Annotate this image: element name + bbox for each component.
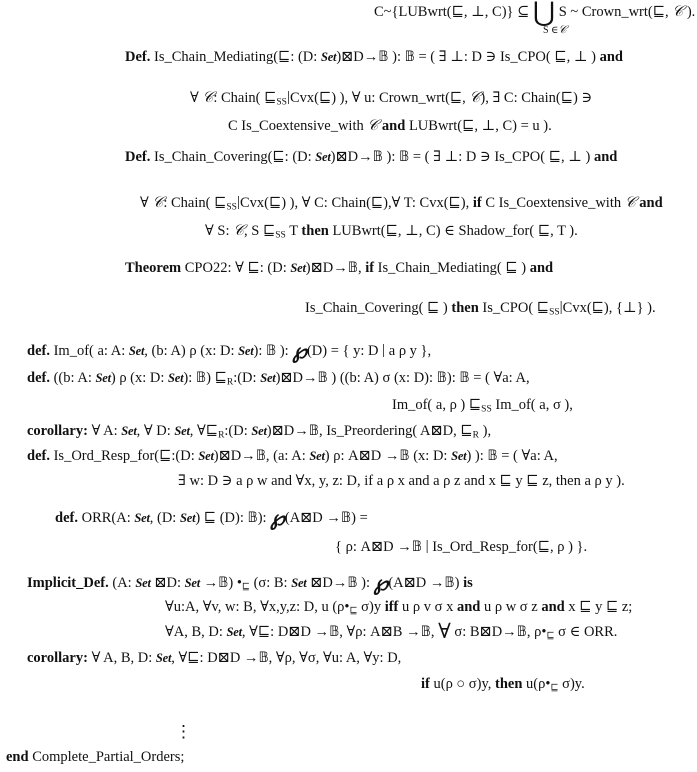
bb-b-token-20: 𝔹 xyxy=(444,575,455,591)
bb-b-token-7: 𝔹 xyxy=(195,370,207,386)
keyword-implicit-def: Implicit_Def. xyxy=(27,575,109,591)
cor2-body-a: u(ρ ○ σ)y, xyxy=(429,676,496,692)
def-im-of xyxy=(27,338,432,363)
r-subscript: R xyxy=(226,377,234,388)
bb-b-token-15: 𝔹 xyxy=(247,510,258,526)
def-covering-name: Is_Chain_Covering( xyxy=(154,149,273,165)
union-operator: ⋃ xyxy=(532,0,556,27)
impl2-a: ∀u:A, ∀v, w: B, ∀x,y,z: D, u (ρ• xyxy=(165,599,350,615)
impl-c: → xyxy=(200,575,219,591)
preorder-b: ) ρ (x: D: xyxy=(110,370,169,386)
module-end-line xyxy=(6,750,184,765)
corollary-composition-line2 xyxy=(421,677,585,694)
set-token-17: Set xyxy=(135,576,151,590)
def-is-chain-covering-line3 xyxy=(205,223,578,241)
set-token-14: Set xyxy=(451,449,467,463)
keyword-then: then xyxy=(301,223,329,239)
keyword-def: Def. xyxy=(125,49,151,65)
orr-set-open: { ρ: A⊠D → xyxy=(335,539,412,555)
cor2-body-c: σ)y. xyxy=(558,676,585,692)
theorem-sig-d: Is_Chain_Mediating( ⊑ ) xyxy=(374,260,530,276)
cor1-f: , Is_Preordering( A⊠D, ⊑ xyxy=(318,423,473,439)
bb-b-token-11: 𝔹 xyxy=(308,423,319,439)
powerset-icon-3: ℘ xyxy=(373,570,389,595)
theorem-sig-c: , xyxy=(357,260,366,276)
ordresp-a: Is_Ord_Resp_for(⊑:(D: xyxy=(53,448,199,464)
script-c-glyph-2: 𝒞 xyxy=(202,88,214,106)
implicit-def-line2 xyxy=(165,600,632,617)
set-token-3: Set xyxy=(290,261,306,275)
bb-b-token-3: 𝔹 xyxy=(372,149,383,165)
impl-d: ) • xyxy=(228,575,242,591)
def-is-chain-mediating-line2 xyxy=(190,90,592,108)
ss-subscript-4: SS xyxy=(549,307,560,318)
orr-set-close: Is_Ord_Resp_for(⊑, ρ ) }. xyxy=(428,539,588,555)
def-orr-line2 xyxy=(335,540,587,555)
orr-f: ) = xyxy=(351,510,368,526)
bb-b-token-10: 𝔹 xyxy=(459,370,470,386)
impl3-c: , ∀ρ: A⊠B → xyxy=(339,624,421,640)
chain-end: ), ∃ C: Chain(⊑) ∋ xyxy=(480,90,593,106)
impl3-b: , ∀⊑: D⊠D → xyxy=(241,624,330,640)
bb-b-token-21: 𝔹 xyxy=(329,624,340,640)
preorder-imof-a: Im_of( a, ρ ) ⊑ xyxy=(392,397,482,413)
such-that-bar-2: | xyxy=(425,538,429,554)
cor2-body-b: u(ρ• xyxy=(522,676,551,692)
keyword-if-2: if xyxy=(365,260,375,276)
bb-b-token-5: 𝔹 xyxy=(347,260,358,276)
script-c-glyph: 𝒞 xyxy=(672,2,684,20)
def-mediating-name: Is_Chain_Mediating( xyxy=(154,49,279,65)
script-c-glyph-5: 𝒞 xyxy=(152,193,164,211)
impl-e: (σ: B: xyxy=(249,575,292,591)
imof-c: ): xyxy=(253,343,266,359)
impl2-d: u ρ w σ z xyxy=(480,599,542,615)
theorem-cpo22-line2 xyxy=(305,301,656,318)
keyword-and-4: and xyxy=(639,195,663,211)
set-token-12: Set xyxy=(198,449,214,463)
ordresp-f: ) ): xyxy=(466,448,488,464)
vdots-glyph: ⋮ xyxy=(175,722,192,741)
bb-b-token-22: 𝔹 xyxy=(420,624,431,640)
imof-a: Im_of( a: A: xyxy=(53,343,129,359)
impl3-f: , ρ• xyxy=(526,624,547,640)
cor1-b: , ∀ D: xyxy=(136,423,175,439)
bb-b-token-18: 𝔹 xyxy=(218,575,229,591)
union-subscript-text: S ∈ xyxy=(543,25,559,36)
keyword-if: if xyxy=(472,195,482,211)
r-subscript-3: R xyxy=(472,430,479,441)
def-is-chain-mediating-line3 xyxy=(228,118,552,134)
set-token-19: Set xyxy=(291,576,307,590)
covering-mid: Cvx(⊑) ), ∀ C: Chain(⊑),∀ T: Cvx(⊑), xyxy=(239,195,473,211)
keyword-and-3: and xyxy=(593,149,618,165)
keyword-and-2: and xyxy=(381,118,406,134)
def-mediating-sig-d: = ( ∃ ⊥: D ∋ Is_CPO( ⊑, ⊥ ) xyxy=(414,49,600,65)
sq-subscript-4: ⊑ xyxy=(550,683,559,694)
ordresp-d: ) ρ: A⊠D → xyxy=(324,448,400,464)
covering-sub-a: , S ⊑ xyxy=(244,223,276,239)
impl2-b: σ)y xyxy=(357,599,385,615)
preorder-e: :(D: xyxy=(233,370,261,386)
def-mediating-sig-b: )⊠D→ xyxy=(336,49,379,65)
def-is-ord-resp-for-line2 xyxy=(178,474,625,489)
ordresp-e: (x: D: xyxy=(409,448,452,464)
powerset-icon-2: ℘ xyxy=(270,505,285,530)
bb-b-token-17: 𝔹 xyxy=(411,539,422,555)
imof-f: a ρ y }, xyxy=(385,343,432,359)
orr-e: (A⊠D → xyxy=(284,510,341,526)
imof-d: ): xyxy=(276,343,293,359)
restriction-bar-icon: | xyxy=(286,89,290,105)
impl-a: (A: xyxy=(112,575,136,591)
set-token-7: Set xyxy=(168,371,184,385)
ss-subscript-3: SS xyxy=(275,230,286,241)
ss-subscript-2: SS xyxy=(226,202,237,213)
bb-b-token-19: 𝔹 xyxy=(347,575,358,591)
set-token-20: Set xyxy=(226,625,242,639)
set-token-21: Set xyxy=(155,651,172,665)
impl-f: ⊠D→ xyxy=(306,575,348,591)
def-is-chain-mediating-line1 xyxy=(125,50,623,65)
impl2-e: x ⊑ y ⊑ z; xyxy=(564,599,633,615)
preorder-imof-b: Im_of( a, σ ), xyxy=(491,397,573,413)
cor2-a: ∀ A, B, D: xyxy=(91,650,156,666)
ss-subscript-5: SS xyxy=(481,404,492,415)
r-subscript-2: R xyxy=(218,430,225,441)
keyword-and-6: and xyxy=(456,599,481,615)
ordresp-b: )⊠D→ xyxy=(213,448,256,464)
keyword-then-2: then xyxy=(451,300,479,316)
set-token-2: Set xyxy=(315,150,331,164)
theorem-covering: Is_Chain_Covering( ⊑ ) xyxy=(305,300,452,316)
preorder-i: = ( ∀a: A, xyxy=(469,370,530,386)
def-is-chain-covering-line1 xyxy=(125,150,617,165)
chain-open-2: : Chain( ⊑ xyxy=(163,195,227,211)
keyword-and-7: and xyxy=(541,599,565,615)
set-token-18: Set xyxy=(184,576,200,590)
restriction-bar-icon-3: | xyxy=(559,299,563,315)
theorem-sig-b: )⊠D→ xyxy=(305,260,348,276)
orr-b: , (D: xyxy=(149,510,180,526)
module-name: Complete_Partial_Orders; xyxy=(28,749,185,765)
covering-forall-s: ∀ S: xyxy=(205,223,234,239)
bb-b-token-14: 𝔹 xyxy=(487,448,498,464)
keyword-then-3: then xyxy=(495,676,523,692)
keyword-end: end xyxy=(6,749,29,765)
bb-b-token-2: 𝔹 xyxy=(404,49,415,65)
covering-shadow: LUBwrt(⊑, ⊥, C) ∈ Shadow_for( ⊑, T ). xyxy=(328,223,578,239)
keyword-def-6: def. xyxy=(55,510,78,526)
cor2-c: , ∀ρ, ∀σ, ∀u: A, ∀y: D, xyxy=(268,650,402,666)
set-token: Set xyxy=(320,50,337,64)
bb-b-token-16: 𝔹 xyxy=(340,510,352,526)
ordresp-body: ∃ w: D ∋ a ρ w and ∀x, y, z: D, if a ρ x and a ρ z and x ⊑ y ⊑ z, then a ρ y ). xyxy=(178,473,625,489)
cor1-e: )⊠D→ xyxy=(266,423,309,439)
bb-b-token-24: 𝔹 xyxy=(258,650,269,666)
keyword-def-2: Def. xyxy=(125,149,151,165)
def-relation-preorder-line2 xyxy=(392,398,573,415)
def-is-chain-covering-line2 xyxy=(140,195,663,213)
set-token-10: Set xyxy=(174,424,190,438)
script-c-glyph-3: 𝒞 xyxy=(469,88,481,106)
bb-b-token-12: 𝔹 xyxy=(255,448,266,464)
keyword-is: is xyxy=(463,575,473,591)
keyword-corollary-2: corollary: xyxy=(27,650,88,666)
set-token-15: Set xyxy=(134,511,150,525)
keyword-def-5: def. xyxy=(27,448,50,464)
def-mediating-sig-a: ⊑: (D: xyxy=(278,49,321,65)
chain-mid: Cvx(⊑) ), ∀ u: Crown_wrt(⊑, xyxy=(289,90,470,106)
such-that-bar: | xyxy=(382,342,386,358)
set-token-13: Set xyxy=(309,449,325,463)
restriction-bar-icon-2: | xyxy=(236,194,240,210)
impl-g: ): xyxy=(357,575,374,591)
preorder-f: )⊠D→ xyxy=(275,370,318,386)
chain-open: : Chain( ⊑ xyxy=(213,90,277,106)
cor1-a: ∀ A: xyxy=(91,423,122,439)
set-token-5: Set xyxy=(238,344,254,358)
def-covering-sig-b: )⊠D→ xyxy=(330,149,373,165)
bb-b-token-6: 𝔹 xyxy=(265,343,277,359)
sq-subscript: ⊑ xyxy=(241,582,250,593)
script-c-glyph-4: 𝒞 xyxy=(367,116,379,134)
keyword-iff: iff xyxy=(384,599,399,615)
impl2-c: u ρ v σ x xyxy=(398,599,457,615)
keyword-def-4: def. xyxy=(27,370,50,386)
ordresp-c: , (a: A: xyxy=(265,448,310,464)
coextensive-a: C Is_Coextensive_with xyxy=(228,118,368,134)
theorem-name: CPO22: ∀ ⊑: (D: xyxy=(184,260,291,276)
union-subscript xyxy=(543,24,567,36)
keyword-def-3: def. xyxy=(27,343,50,359)
bb-b-token-13: 𝔹 xyxy=(399,448,410,464)
powerset-icon: ℘ xyxy=(292,338,307,363)
preorder-d: ) ⊑ xyxy=(206,370,227,386)
bb-b-token-23: 𝔹 xyxy=(516,624,527,640)
corollary-preordering xyxy=(27,424,491,441)
vertical-ellipsis xyxy=(175,723,192,740)
coextensive-b: LUBwrt(⊑, ⊥, C) = u ). xyxy=(408,118,552,134)
cor1-c: , ∀⊑ xyxy=(189,423,219,439)
impl-b: ⊠D: xyxy=(150,575,185,591)
bb-b-token-9: 𝔹 xyxy=(436,370,447,386)
line1-pre: C~{LUBwrt(⊑, ⊥, C)} ⊆ xyxy=(374,4,530,20)
formula-line-1 xyxy=(374,0,696,27)
def-mediating-sig-c: ): xyxy=(388,49,405,65)
orr-d: ): xyxy=(257,510,271,526)
def-is-ord-resp-for-line1 xyxy=(27,449,558,464)
theorem-cpo-open: Is_CPO( ⊑ xyxy=(478,300,550,316)
sq-subscript-3: ⊑ xyxy=(546,631,555,642)
script-c-glyph-6: 𝒞 xyxy=(624,193,636,211)
set-token-11: Set xyxy=(251,424,267,438)
def-covering-sig-c: ): xyxy=(382,149,399,165)
def-covering-sig-d: = ( ∃ ⊥: D ∋ Is_CPO( ⊑, ⊥ ) xyxy=(409,149,594,165)
impl3-d: , xyxy=(430,624,439,640)
preorder-g: ) ((b: A) σ (x: D): xyxy=(327,370,437,386)
cor1-g: ), xyxy=(478,423,492,439)
impl-h: (A⊠D → xyxy=(388,575,445,591)
corollary-composition-line1 xyxy=(27,651,401,666)
impl3-g: σ ∈ ORR. xyxy=(554,624,618,640)
set-token-6: Set xyxy=(95,371,111,385)
imof-e: (D) = { y: D xyxy=(306,343,383,359)
line1-post-b: ). xyxy=(683,4,696,20)
imof-b: , (b: A) ρ (x: D: xyxy=(144,343,239,359)
script-c-glyph-7: 𝒞 xyxy=(233,221,245,239)
def-covering-sig-a: ⊑: (D: xyxy=(272,149,316,165)
keyword-if-3: if xyxy=(421,676,430,692)
def-relation-preorder-line1 xyxy=(27,371,530,388)
bb-b-token: 𝔹 xyxy=(378,49,389,65)
theorem-cpo-close: Cvx(⊑), {⊥} ). xyxy=(562,300,656,316)
sq-subscript-2: ⊑ xyxy=(349,606,358,617)
forall-a: ∀ xyxy=(190,90,203,106)
orr-a: ORR(A: xyxy=(81,510,135,526)
keyword-corollary: corollary: xyxy=(27,423,88,439)
preorder-a: ((b: A: xyxy=(53,370,96,386)
big-forall-icon: ∀ xyxy=(438,619,451,643)
bb-b-token-4: 𝔹 xyxy=(398,149,410,165)
orr-c: ) ⊑ (D): xyxy=(195,510,248,526)
preorder-c: ): xyxy=(183,370,196,386)
ordresp-g: = ( ∀a: A, xyxy=(497,448,558,464)
set-token-4: Set xyxy=(128,344,145,358)
implicit-def-line3 xyxy=(165,619,618,643)
keyword-and-5: and xyxy=(529,260,554,276)
theorem-cpo22-line1 xyxy=(125,261,553,276)
preorder-h: ): xyxy=(446,370,460,386)
covering-coext: C Is_Coextensive_with xyxy=(481,195,625,211)
cor1-d: :(D: xyxy=(224,423,252,439)
keyword-theorem: Theorem xyxy=(125,260,182,276)
set-token-8: Set xyxy=(260,371,276,385)
impl-i: ) xyxy=(454,575,464,591)
def-orr-line1 xyxy=(55,505,368,530)
set-token-16: Set xyxy=(179,511,196,525)
covering-sub-b: T xyxy=(285,223,302,239)
bb-b-token-8: 𝔹 xyxy=(317,370,328,386)
keyword-and: and xyxy=(599,49,623,65)
union-subscript-set: 𝒞 xyxy=(558,23,567,36)
impl3-e: σ: B⊠D→ xyxy=(450,624,517,640)
impl3-a: ∀A, B, D: xyxy=(165,624,227,640)
ss-subscript: SS xyxy=(276,97,287,108)
line1-post-a: S ~ Crown_wrt(⊑, xyxy=(558,4,673,20)
set-token-9: Set xyxy=(121,424,137,438)
cor2-b: , ∀⊑: D⊠D → xyxy=(171,650,259,666)
implicit-def-line1 xyxy=(27,570,473,595)
forall-b: ∀ xyxy=(140,195,153,211)
